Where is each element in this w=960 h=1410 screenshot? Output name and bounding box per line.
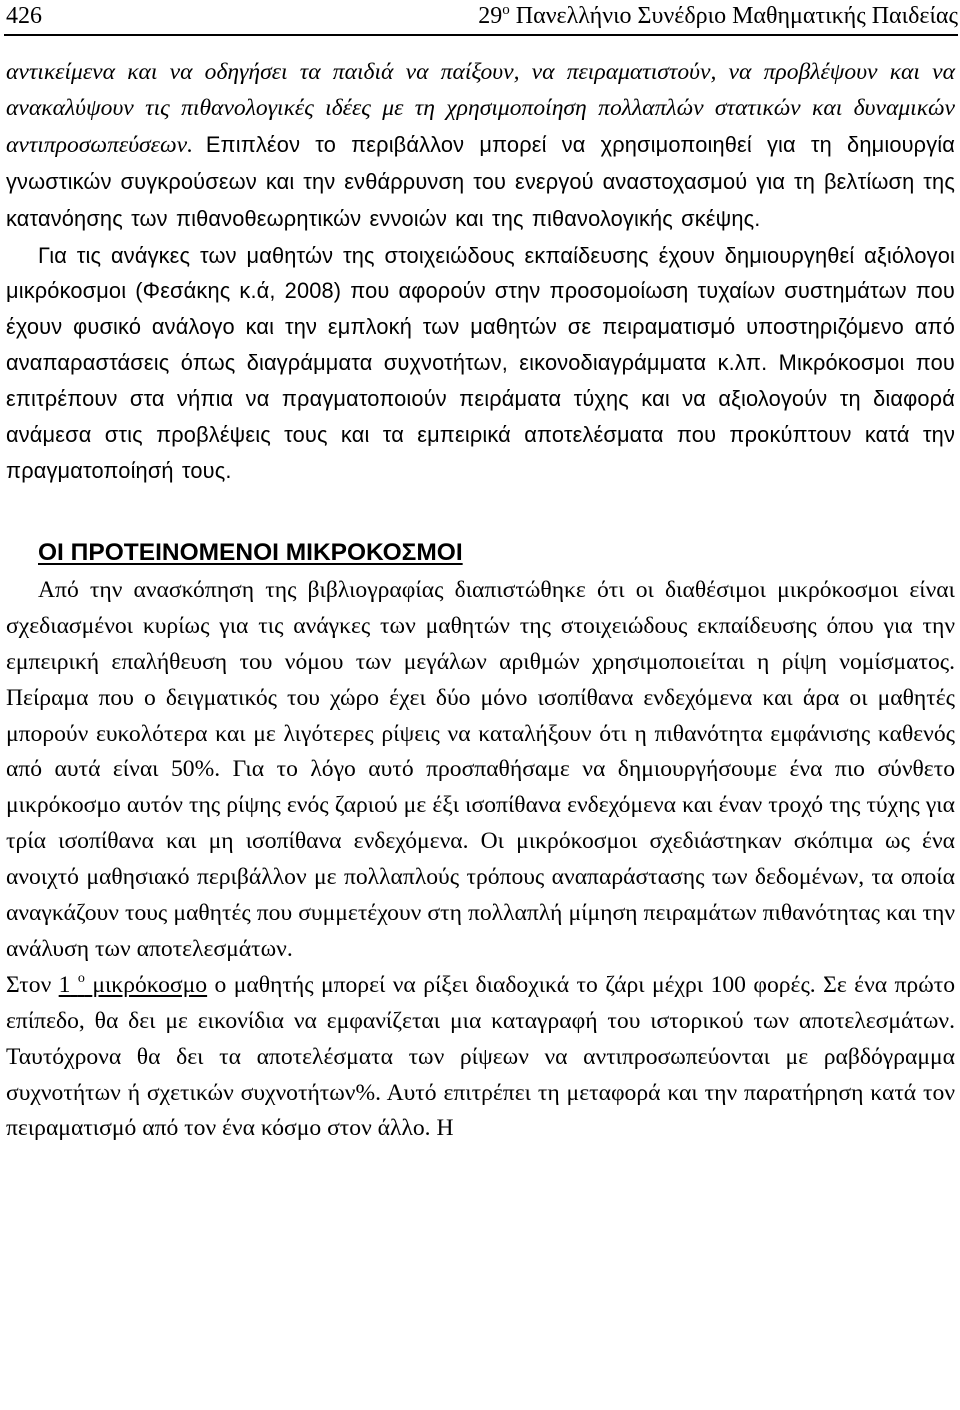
paragraph-4: [6, 968, 955, 1148]
conference-title-ordinal: ο: [502, 2, 510, 18]
conference-title: [478, 0, 958, 32]
page-number: 426: [6, 3, 42, 29]
conference-title-text: Πανελλήνιο Συνέδριο Μαθηματικής Παιδείας: [509, 3, 958, 29]
section-heading: ΟΙ ΠΡΟΤΕΙΝΟΜΕΝΟΙ ΜΙΚΡΟΚΟΣΜΟΙ: [38, 538, 463, 566]
running-header: [6, 0, 958, 32]
paragraph-1: [6, 55, 955, 238]
section-spacer: [6, 489, 955, 533]
microworld-ordinal: [59, 972, 207, 998]
microworld-word: μικρόκοσμο: [92, 971, 208, 998]
paragraph-4-rest: ο μαθητής μπορεί να ρίξει διαδοχικά το ζάρι μέχρι 100 φορές. Σε ένα πρώτο επίπεδο, θα δει με εικονίδια να εμφανίζεται μια καταγραφή του ιστορικού των αποτελεσμάτων. Ταυτόχρονα θα δει τα αποτελέσματα των ρίψεων να αντιπροσωπεύονται με ραβδόγραμμα συχνοτήτων ή σχετικών συχνοτήτων%. Αυτό επιτρέπει τη μεταφορά και την παρατήρηση κατά τον πειραματισμό από τον ένα κόσμο στον άλλο. Η: [6, 971, 956, 1142]
paragraph-1-italic: αντικείμενα και να οδηγήσει τα παιδιά να παίξουν, να πειραματιστούν, να προβλέψουν και να ανακαλύψουν τις πιθανολογικές ιδέες με τη χρησιμοποίηση πολλαπλών στατικών και δυναμικών αντιπροσωπεύσεων.: [6, 59, 955, 158]
paragraph-3: Από την ανασκόπηση της βιβλιογραφίας διαπιστώθηκε ότι οι διαθέσιμοι μικρόκοσμοι είναι σχεδιασμένοι κυρίως για τις ανάγκες των μαθητών της στοιχειώδους εκπαίδευσης όπου για την εμπειρική επαλήθευση του νόμου των μεγάλων αριθμών χρησιμοποιείται η ρίψη νομίσματος. Πείραμα που ο δειγματικός του χώρο έχει δύο μόνο ισοπίθανα ενδεχόμενα και άρα οι μαθητές μπορούν ευκολότερα και με λιγότερες ρίψεις να καταλήξουν ότι η πιθανότητα εμφάνισης καθενός από αυτά είναι 50%. Για το λόγο αυτό προσπαθήσαμε να δημιουργήσουμε ένα πιο σύνθετο μικρόκοσμο αυτόν της ρίψης ενός ζαριού με έξι ισοπίθανα ενδεχόμενα και έναν τροχό της τύχης για τρία ισοπίθανα και μη ισοπίθανα ενδεχόμενα. Οι μικρόκοσμοι σχεδιάστηκαν σκόπιμα ως ένα ανοιχτό μαθησιακό περιβάλλον με πολλαπλούς τρόπους αναπαράστασης των δεδομένων, τα οποία αναγκάζουν τους μαθητές που συμμετέχουν στη πολλαπλή μίμηση πειραμάτων πιθανότητας και την ανάλυση των αποτελεσμάτων.: [6, 576, 955, 962]
conference-title-number: 29: [478, 3, 503, 29]
paragraph-1-continued: Επιπλέον το περιβάλλον μπορεί να χρησιμοποιηθεί για τη δημιουργία γνωστικών συγκρούσεων και την ενθάρρυνση του ενεργού αναστοχασμού για τη βελτίωση της κατανόησης των πιθανοθεωρητικών εννοιών και της πιθανολογικής σκέψης.: [6, 131, 956, 231]
microworld-number: 1: [58, 971, 71, 998]
paragraph-2: Για τις ανάγκες των μαθητών της στοιχειώδους εκπαίδευσης έχουν δημιουργηθεί αξιόλογοι μικρόκοσμοι (Φεσάκης κ.ά, 2008) που αφορούν στην προσομοίωση τυχαίων συστημάτων που έχουν φυσικό ανάλογο και την εμπλοκή των μαθητών σε πειραματισμό υποστηριζόμενο από αναπαραστάσεις όπως διαγράμματα συχνοτήτων, εικονοδιαγράμματα κ.λπ. Μικρόκοσμοι που επιτρέπουν στα νήπια να πραγματοποιούν πειράματα τύχης και να αξιολογούν τη διαφορά ανάμεσα στις προβλέψεις τους και τα εμπειρικά αποτελέσματα που προκύπτουν κατά την πραγματοποίησή τους.: [6, 242, 955, 483]
microworld-superscript: ο: [77, 970, 85, 986]
body-text: [6, 55, 955, 1147]
header-rule: [4, 34, 958, 36]
paragraph-4-prefix: Στον: [6, 971, 59, 998]
